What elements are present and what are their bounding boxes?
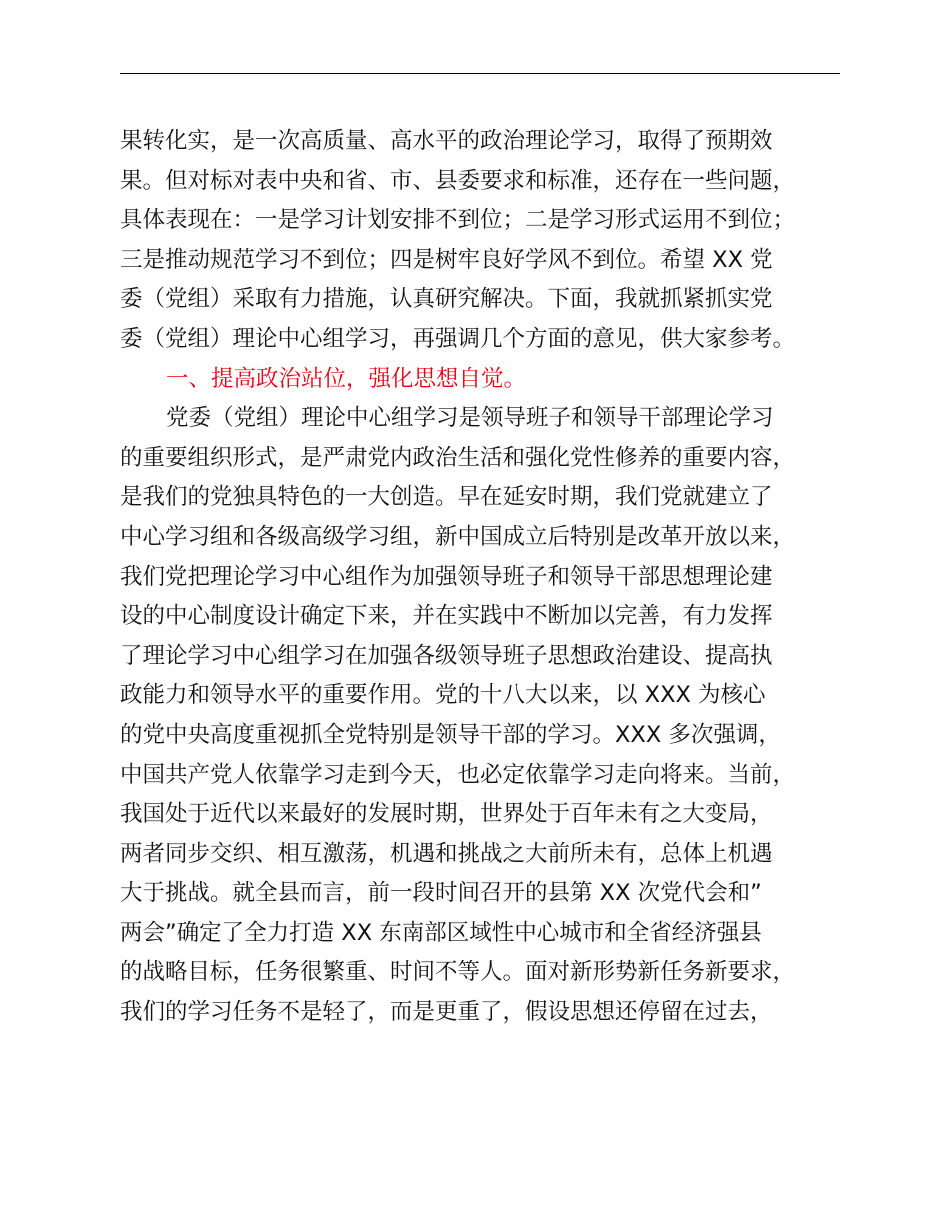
text-line: 的党中央高度重视抓全党特别是领导干部的学习。XXX 多次强调， [120,721,781,748]
text-line: 中国共产党人依靠学习走到今天，也必定依靠学习走向将来。当前， [120,761,796,788]
text-line: 具体表现在：一是学习计划安排不到位；二是学习形式运用不到位； [120,207,796,234]
text-line: 了理论学习中心组学习在加强各级领导班子思想政治建设、提高执 [120,642,773,669]
text-line: 我国处于近代以来最好的发展时期，世界处于百年未有之大变局， [120,801,773,828]
text-line: 政能力和领导水平的重要作用。党的十八大以来，以 XXX 为核心 [120,682,766,709]
text-line: 果。但对标对表中央和省、市、县委要求和标准，还存在一些问题， [120,167,796,194]
text-line: 大于挑战。就全县而言，前一段时间召开的县第 XX 次党代会和” [120,880,762,907]
section-heading: 一、提高政治站位，强化思想自觉。 [166,365,527,392]
text-line: 委（党组）理论中心组学习，再强调几个方面的意见，供大家参考。 [120,325,796,352]
header-rule [120,73,840,74]
text-line: 的战略目标，任务很繁重、时间不等人。面对新形势新任务新要求， [120,959,796,986]
text-line: 两会”确定了全力打造 XX 东南部区域性中心城市和全省经济强县 [120,919,762,946]
text-line: 的重要组织形式，是严肃党内政治生活和强化党性修养的重要内容， [120,444,796,471]
text-line: 我们的学习任务不是轻了，而是更重了，假设思想还停留在过去， [120,999,773,1026]
text-line: 委（党组）采取有力措施，认真研究解决。下面，我就抓紧抓实党 [120,286,773,313]
text-line: 果转化实，是一次高质量、高水平的政治理论学习，取得了预期效 [120,128,773,154]
text-line: 三是推动规范学习不到位；四是树牢良好学风不到位。希望 XX 党 [120,246,773,273]
text-line: 设的中心制度设计确定下来，并在实践中不断加以完善，有力发挥 [120,603,773,630]
text-line: 我们党把理论学习中心组作为加强领导班子和领导干部思想理论建 [120,563,773,590]
text-line: 两者同步交织、相互激荡，机遇和挑战之大前所未有，总体上机遇 [120,840,773,867]
text-line: 是我们的党独具特色的一大创造。早在延安时期，我们党就建立了 [120,484,773,511]
paragraph-first-line: 党委（党组）理论中心组学习是领导班子和领导干部理论学习 [166,405,774,432]
text-line: 中心学习组和各级高级学习组，新中国成立后特别是改革开放以来， [120,523,796,550]
document-body [120,122,860,1033]
